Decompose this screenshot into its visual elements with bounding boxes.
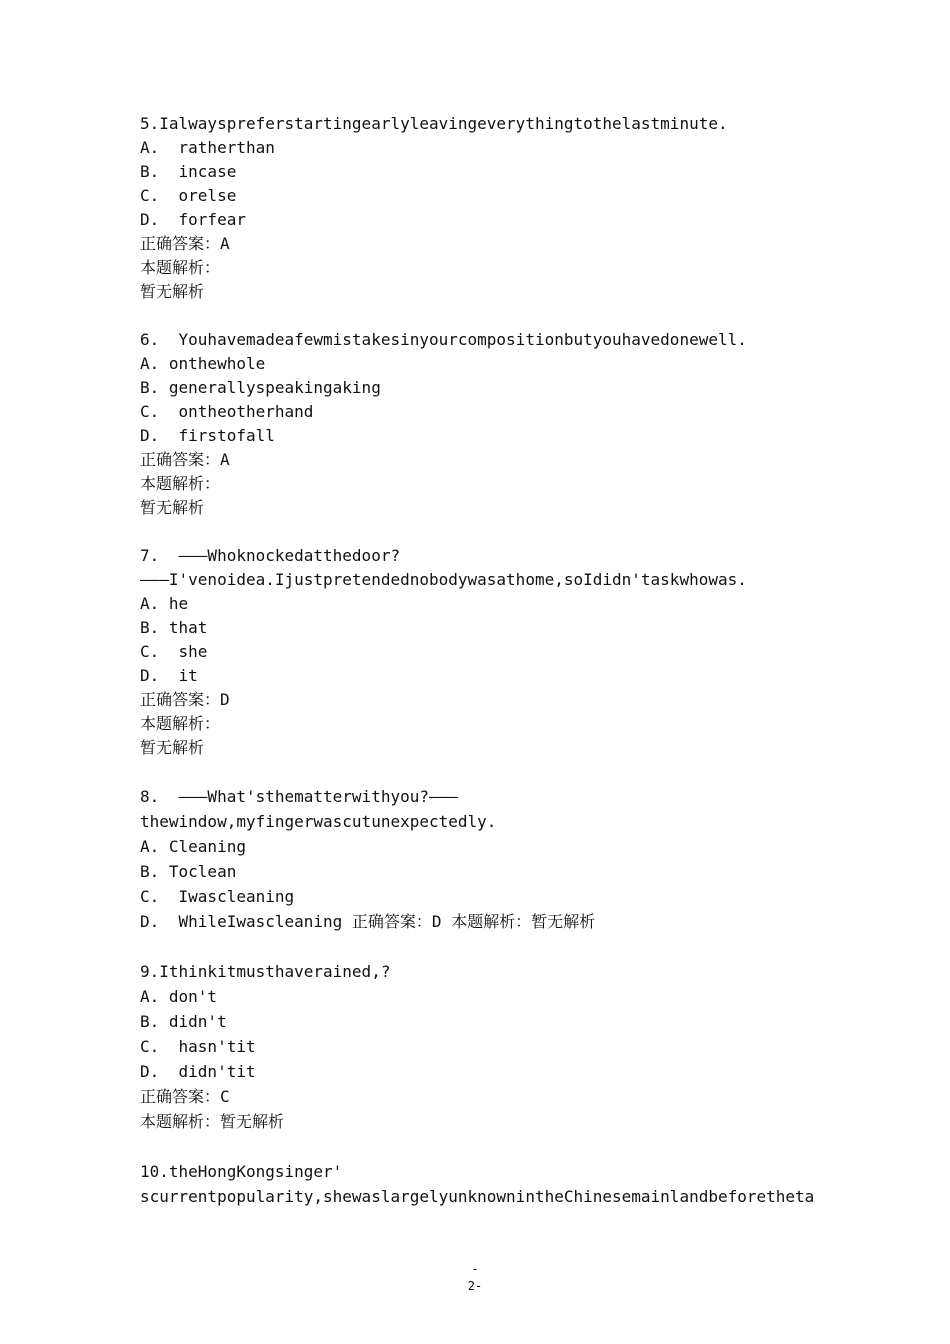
option-d: D. forfear [140,210,246,229]
question-stem-continued: ———I'venoidea.Ijustpretendednobodywasathome,soIdidn'taskwhowas. [140,570,747,589]
question-7 [140,544,920,760]
option-c: C. she [140,642,208,661]
question-stem: 7. ———Whoknockedatthedoor? [140,546,401,565]
option-c: C. Iwascleaning [140,887,295,906]
question-8 [140,784,920,934]
correct-answer: 正确答案：A [140,450,230,469]
correct-answer: 正确答案：C [140,1087,230,1106]
question-stem-continued: scurrentpopularity,shewaslargelyunknownintheChinesemainlandbeforetheta [140,1187,815,1206]
correct-answer: 正确答案：D [140,690,230,709]
option-a: A. ratherthan [140,138,275,157]
option-c: C. orelse [140,186,237,205]
question-9 [140,959,920,1134]
option-a: A. onthewhole [140,354,266,373]
option-d: D. it [140,666,198,685]
analysis-text: 暂无解析 [140,498,205,517]
analysis-label: 本题解析： [140,258,221,277]
question-stem: 10.theHongKongsinger' [140,1162,343,1181]
question-6 [140,328,920,520]
analysis-label: 本题解析： [140,474,221,493]
footer-dash: - [471,1262,479,1276]
option-c: C. ontheotherhand [140,402,314,421]
option-b: B. that [140,618,208,637]
option-a: A. he [140,594,189,613]
page-number: 2- [467,1279,483,1293]
option-b: B. incase [140,162,237,181]
question-stem: 8. ———What'sthematterwithyou?——— [140,787,458,806]
analysis-text: 暂无解析 [140,282,205,301]
option-b: B. didn't [140,1012,227,1031]
option-d: D. firstofall [140,426,275,445]
question-5 [140,112,920,304]
option-a: A. Cleaning [140,837,246,856]
option-d: D. didn'tit [140,1062,256,1081]
correct-answer: 正确答案：A [140,234,230,253]
analysis-label: 本题解析：暂无解析 [140,1112,285,1131]
option-b: B. Toclean [140,862,237,881]
document-page [140,112,920,1209]
question-stem: 6. Youhavemadeafewmistakesinyourcompositionbutyouhavedonewell. [140,330,747,349]
question-stem: 9.Ithinkitmusthaverained,? [140,962,391,981]
option-a: A. don't [140,987,218,1006]
analysis-label: 本题解析： [140,714,221,733]
option-d-with-answer: D. WhileIwascleaning 正确答案：D 本题解析：暂无解析 [140,912,596,931]
question-10 [140,1159,920,1209]
analysis-text: 暂无解析 [140,738,205,757]
question-stem-continued: thewindow,myfingerwascutunexpectedly. [140,812,497,831]
question-stem: 5.Ialwayspreferstartingearlyleavingeverythingtothelastminute. [140,114,728,133]
option-b: B. generallyspeakingaking [140,378,381,397]
option-c: C. hasn'tit [140,1037,256,1056]
